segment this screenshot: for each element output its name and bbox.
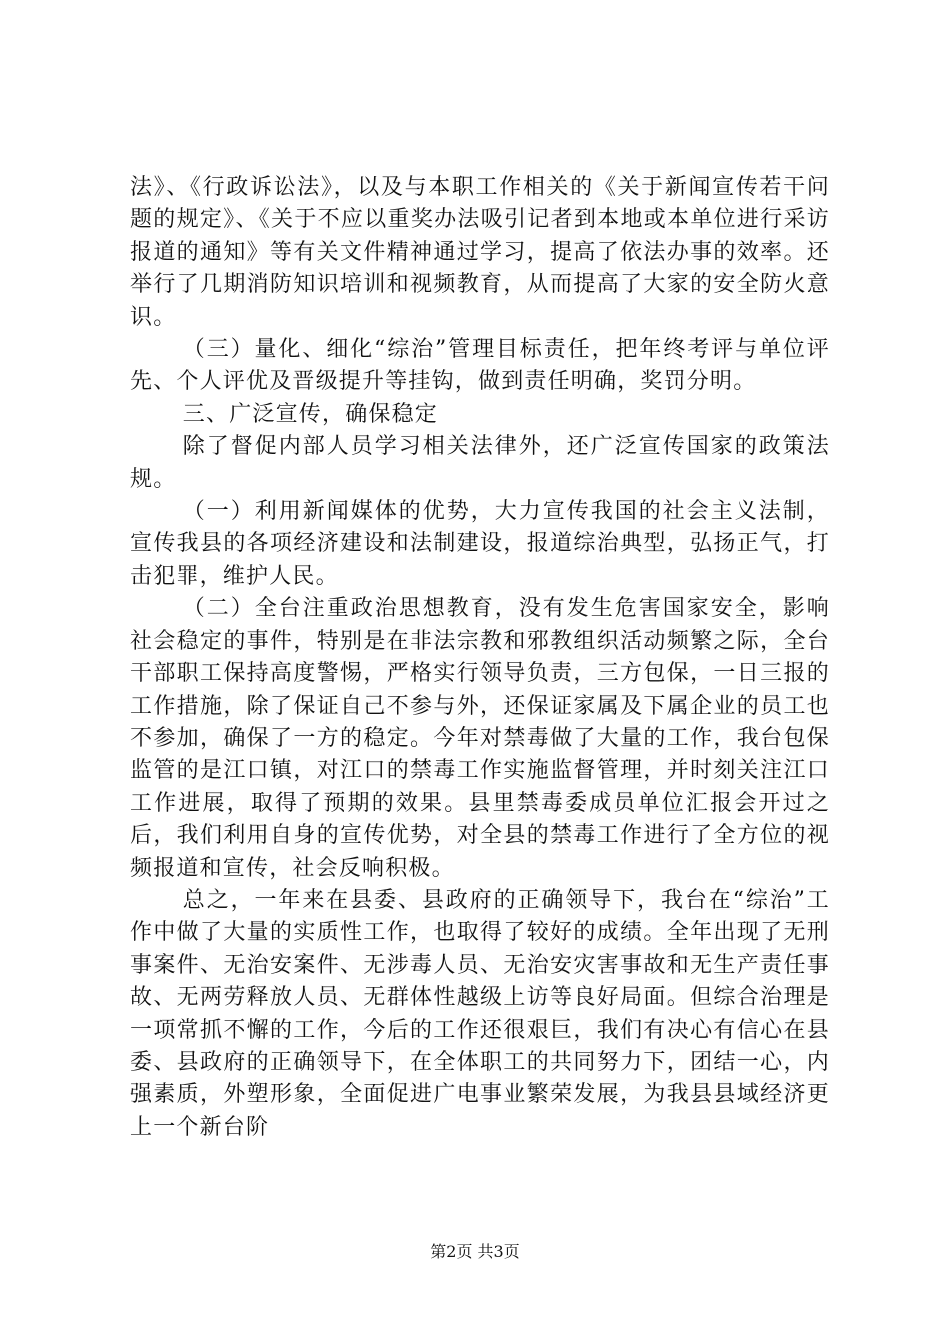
- paragraph-continuation: 法》、《行政诉讼法》，以及与本职工作相关的《关于新闻宣传若干问题的规定》、《关于不应以重奖办法吸引记者到本地或本单位进行采访报道的通知》等有关文件精神通过学习，提高了依法办事的效率。还举行了几期消防知识培训和视频教育，从而提高了大家的安全防火意识。: [130, 175, 830, 330]
- paragraph-item-one: （一）利用新闻媒体的优势，大力宣传我国的社会主义法制，宣传我县的各项经济建设和法制建设，报道综治典型，弘扬正气，打击犯罪，维护人民。: [130, 499, 830, 589]
- document-body: [130, 172, 830, 1144]
- page-footer: [0, 1242, 950, 1262]
- paragraph-item-two: （二）全台注重政治思想教育，没有发生危害国家安全，影响社会稳定的事件，特别是在非法宗教和邪教组织活动频繁之际，全台干部职工保持高度警惕，严格实行领导负责，三方包保，一日三报的工作措施，除了保证自己不参与外，还保证家属及下属企业的员工也不参加，确保了一方的稳定。今年对禁毒做了大量的工作，我台包保监管的是江口镇，对江口的禁毒工作实施监督管理，并时刻关注江口工作进展，取得了预期的效果。县里禁毒委成员单位汇报会开过之后，我们利用自身的宣传优势，对全县的禁毒工作进行了全方位的视频报道和宣传，社会反响积极。: [130, 596, 830, 881]
- paragraph-item-three: （三）量化、细化“综治”管理目标责任，把年终考评与单位评先、个人评优及晋级提升等挂钩，做到责任明确，奖罚分明。: [130, 337, 830, 395]
- section-heading: 三、广泛宣传，确保稳定: [182, 401, 438, 427]
- paragraph-summary: 总之，一年来在县委、县政府的正确领导下，我台在“综治”工作中做了大量的实质性工作，也取得了较好的成绩。全年出现了无刑事案件、无治安案件、无涉毒人员、无治安灾害事故和无生产责任事故、无两劳释放人员、无群体性越级上访等良好局面。但综合治理是一项常抓不懈的工作，今后的工作还很艰巨，我们有决心有信心在县委、县政府的正确领导下，在全体职工的共同努力下，团结一心，内强素质，外塑形象，全面促进广电事业繁荣发展，为我县县域经济更上一个新台阶: [130, 887, 830, 1140]
- page-number: 第2页 共3页: [430, 1242, 520, 1261]
- paragraph-section-intro: 除了督促内部人员学习相关法律外，还广泛宣传国家的政策法规。: [130, 434, 830, 492]
